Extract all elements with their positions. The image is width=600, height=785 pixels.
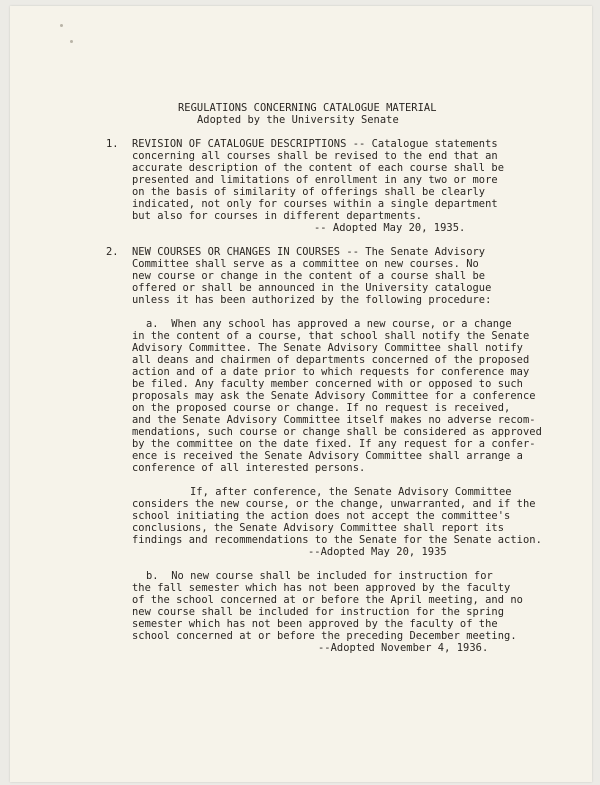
section-1-line: indicated, not only for courses within a single department bbox=[132, 198, 498, 210]
paper-speck bbox=[70, 40, 73, 43]
paragraph-b-line: semester which has not been approved by the faculty of the bbox=[132, 618, 498, 630]
paragraph-a-line: conference of all interested persons. bbox=[132, 462, 366, 474]
paragraph-b-line: the fall semester which has not been approved by the faculty bbox=[132, 582, 511, 594]
section-2-line: offered or shall be announced in the University catalogue bbox=[132, 282, 492, 294]
paragraph-if-line: considers the new course, or the change, unwarranted, and if the bbox=[132, 498, 536, 510]
section-2-line: new course or change in the content of a course shall be bbox=[132, 270, 486, 282]
paragraph-if-line: school initiating the action does not accept the committee's bbox=[132, 510, 511, 522]
paragraph-a-line: ence is received the Senate Advisory Committee shall arrange a bbox=[132, 450, 523, 462]
paragraph-a-line: Advisory Committee. The Senate Advisory Committee shall notify bbox=[132, 342, 523, 354]
paragraph-b-line: new course shall be included for instruction for the spring bbox=[132, 606, 505, 618]
section-1-line: presented and limitations of enrollment in any two or more bbox=[132, 174, 498, 186]
section-1-line: accurate description of the content of each course shall be bbox=[132, 162, 505, 174]
paragraph-a-line: all deans and chairmen of departments concerned of the proposed bbox=[132, 354, 530, 366]
paragraph-a-line: mendations, such course or change shall be considered as approved bbox=[132, 426, 542, 438]
document-subtitle: Adopted by the University Senate bbox=[197, 114, 399, 126]
paragraph-b-line: of the school concerned at or before the April meeting, and no bbox=[132, 594, 523, 606]
section-1-number: 1. bbox=[106, 138, 119, 150]
paragraph-b-line: school concerned at or before the preceding December meeting. bbox=[132, 630, 517, 642]
section-2-line: unless it has been authorized by the following procedure: bbox=[132, 294, 492, 306]
section-2-line: NEW COURSES OR CHANGES IN COURSES -- The Senate Advisory bbox=[132, 246, 486, 258]
paragraph-if-line: conclusions, the Senate Advisory Committee shall report its bbox=[132, 522, 505, 534]
paragraph-a-line: proposals may ask the Senate Advisory Committee for a conference bbox=[132, 390, 536, 402]
paper-speck bbox=[60, 24, 63, 27]
section-1-line: but also for courses in different departments. bbox=[132, 210, 423, 222]
paragraph-if-line: If, after conference, the Senate Advisory Committee bbox=[190, 486, 512, 498]
section-1-line: REVISION OF CATALOGUE DESCRIPTIONS -- Catalogue statements bbox=[132, 138, 498, 150]
document-page bbox=[10, 6, 592, 782]
paragraph-b-adopted: --Adopted November 4, 1936. bbox=[318, 642, 489, 654]
section-1-adopted: -- Adopted May 20, 1935. bbox=[314, 222, 466, 234]
section-2-number: 2. bbox=[106, 246, 119, 258]
document-title: REGULATIONS CONCERNING CATALOGUE MATERIAL bbox=[178, 102, 437, 114]
paragraph-a-line: a. When any school has approved a new course, or a change bbox=[146, 318, 512, 330]
paragraph-a-line: and the Senate Advisory Committee itself makes no adverse recom- bbox=[132, 414, 536, 426]
paragraph-b-line: b. No new course shall be included for instruction for bbox=[146, 570, 493, 582]
paragraph-if-line: findings and recommendations to the Senate for the Senate action. bbox=[132, 534, 542, 546]
section-2-line: Committee shall serve as a committee on new courses. No bbox=[132, 258, 479, 270]
section-1-line: on the basis of similarity of offerings shall be clearly bbox=[132, 186, 486, 198]
paragraph-a-line: by the committee on the date fixed. If any request for a confer- bbox=[132, 438, 536, 450]
paragraph-a-line: in the content of a course, that school shall notify the Senate bbox=[132, 330, 530, 342]
paragraph-a-line: be filed. Any faculty member concerned with or opposed to such bbox=[132, 378, 523, 390]
section-1-line: concerning all courses shall be revised to the end that an bbox=[132, 150, 498, 162]
paragraph-a-adopted: --Adopted May 20, 1935 bbox=[308, 546, 447, 558]
paragraph-a-line: on the proposed course or change. If no request is received, bbox=[132, 402, 511, 414]
paragraph-a-line: action and of a date prior to which requests for conference may bbox=[132, 366, 530, 378]
